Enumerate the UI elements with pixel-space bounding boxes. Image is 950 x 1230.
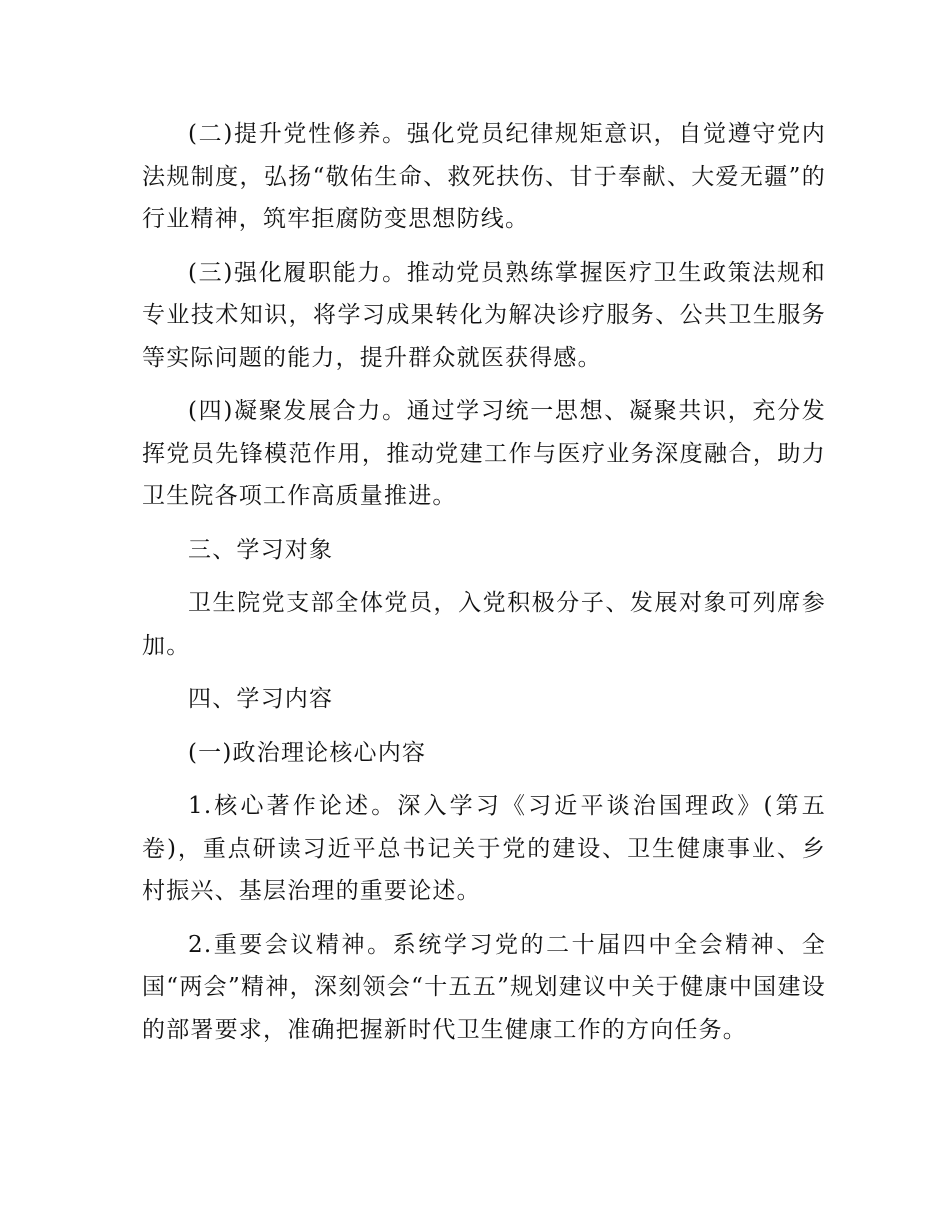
subsection-heading-political-theory: (一)政治理论核心内容 <box>188 739 427 766</box>
paragraph-development-synergy: (四)凝聚发展合力。通过学习统一思想、凝聚共识，充分发挥党员先锋模范作用，推动党建工作与医疗业务深度融合，助力卫生院各项工作高质量推进。 <box>142 398 826 509</box>
paragraph-duty-capability: (三)强化履职能力。推动党员熟练掌握医疗卫生政策法规和专业技术知识，将学习成果转化为解决诊疗服务、公共卫生服务等实际问题的能力，提升群众就医获得感。 <box>142 259 826 371</box>
paragraph-important-meetings: 2.重要会议精神。系统学习党的二十届四中全会精神、全国“两会”精神，深刻领会“十五五”规划建议中关于健康中国建设的部署要求，准确把握新时代卫生健康工作的方向任务。 <box>142 931 826 1043</box>
section-heading-study-targets: 三、学习对象 <box>188 536 334 563</box>
paragraph-study-targets: 卫生院党支部全体党员，入党积极分子、发展对象可列席参加。 <box>142 590 826 659</box>
document-body <box>142 113 826 1062</box>
paragraph-core-works: 1.核心著作论述。深入学习《习近平谈治国理政》(第五卷)，重点研读习近平总书记关于党的建设、卫生健康事业、乡村振兴、基层治理的重要论述。 <box>142 793 826 904</box>
section-heading-study-content: 四、学习内容 <box>188 686 334 712</box>
paragraph-party-cultivation: (二)提升党性修养。强化党员纪律规矩意识，自觉遵守党内法规制度，弘扬“敬佑生命、救死扶伤、甘于奉献、大爱无疆”的行业精神，筑牢拒腐防变思想防线。 <box>142 121 826 232</box>
